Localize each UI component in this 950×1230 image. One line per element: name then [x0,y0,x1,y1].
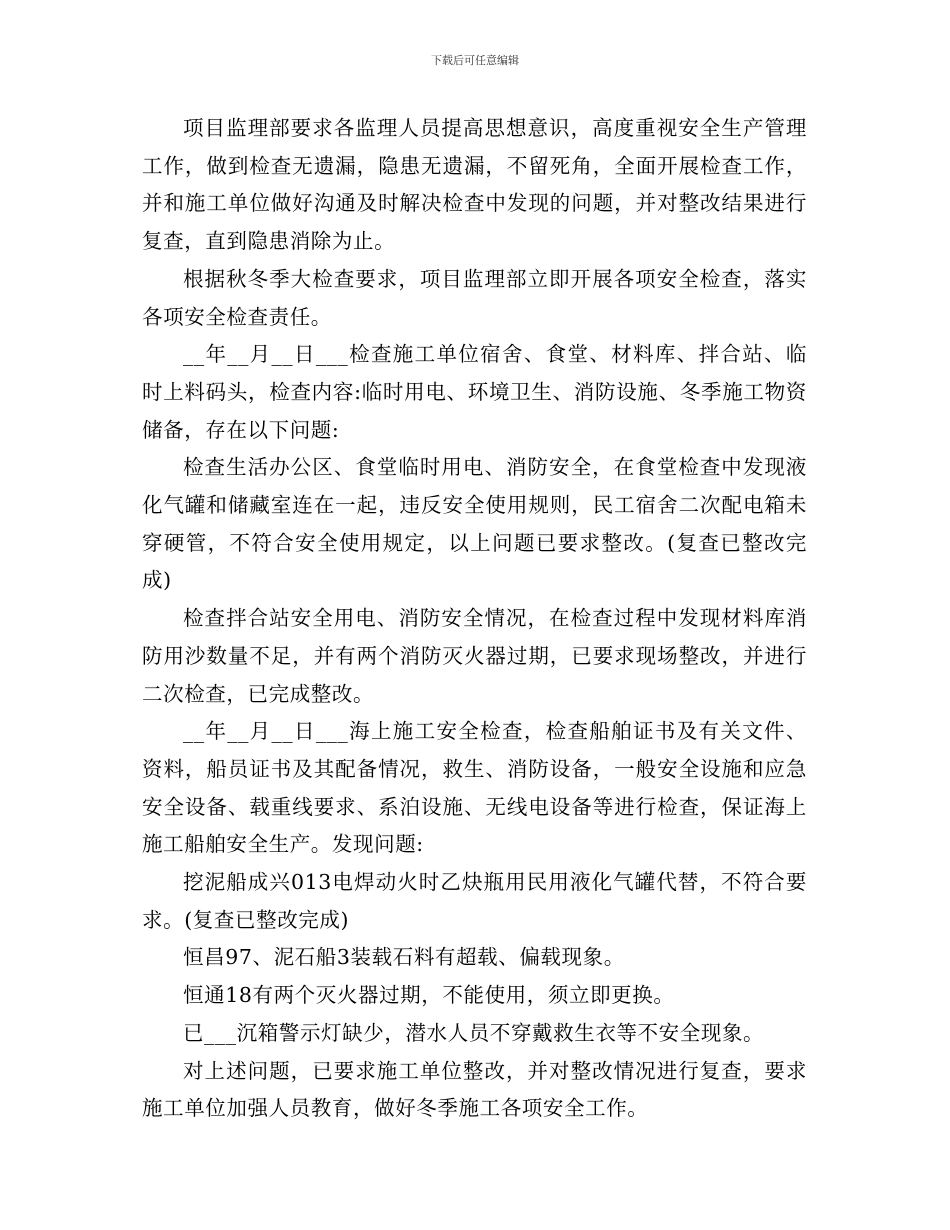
paragraph-overload-finding: 恒昌97、泥石船3装载石料有超载、偏载现象。 [183,945,625,970]
paragraph-rectification-summary: 对上述问题，已要求施工单位整改，并对整改情况进行复查，要求施工单位加强人员教育，做好冬季施工各项安全工作。 [142,1058,807,1121]
paragraph-office-canteen-findings: 检查生活办公区、食堂临时用电、消防安全，在食堂检查中发现液化气罐和储藏室连在一起，违反安全使用规则，民工宿舍二次配电箱未穿硬管，不符合安全使用规定，以上问题已要求整改。(复查已整改完成) [142,455,807,593]
paragraph-extinguisher-finding: 恒通18有两个灭火器过期，不能使用，须立即更换。 [183,983,675,1008]
paragraph-offshore-inspection-date: __年__月__日___海上施工安全检查，检查船舶证书及有关文件、资料，船员证书及其配备情况，救生、消防设备，一般安全设施和应急安全设备、载重线要求、系泊设施、无线电设备等进行检查，保证海上施工船舶安全生产。发现问题: [142,719,807,857]
paragraph-site-inspection-date: __年__月__日___检查施工单位宿舍、食堂、材料库、拌合站、临时上料码头，检查内容:临时用电、环境卫生、消防设施、冬季施工物资储备，存在以下问题: [142,342,807,442]
page-header-note: 下载后可任意编辑 [431,54,519,67]
paragraph-autumn-winter-inspection: 根据秋冬季大检查要求，项目监理部立即开展各项安全检查，落实各项安全检查责任。 [142,266,807,329]
paragraph-caisson-finding: 已___沉箱警示灯缺少，潜水人员不穿戴救生衣等不安全现象。 [183,1020,765,1045]
paragraph-supervision-requirements: 项目监理部要求各监理人员提高思想意识，高度重视安全生产管理工作，做到检查无遗漏，隐患无遗漏，不留死角，全面开展检查工作，并和施工单位做好沟通及时解决检查中发现的问题，并对整改结果进行复查，直到隐患消除为止。 [142,116,807,254]
document-body [142,110,807,1128]
paragraph-dredger-finding: 挖泥船成兴013电焊动火时乙炔瓶用民用液化气罐代替，不符合要求。(复查已整改完成) [142,870,807,932]
paragraph-mixing-station-findings: 检查拌合站安全用电、消防安全情况，在检查过程中发现材料库消防用沙数量不足，并有两个消防灭火器过期，已要求现场整改，并进行二次检查，已完成整改。 [142,606,807,706]
